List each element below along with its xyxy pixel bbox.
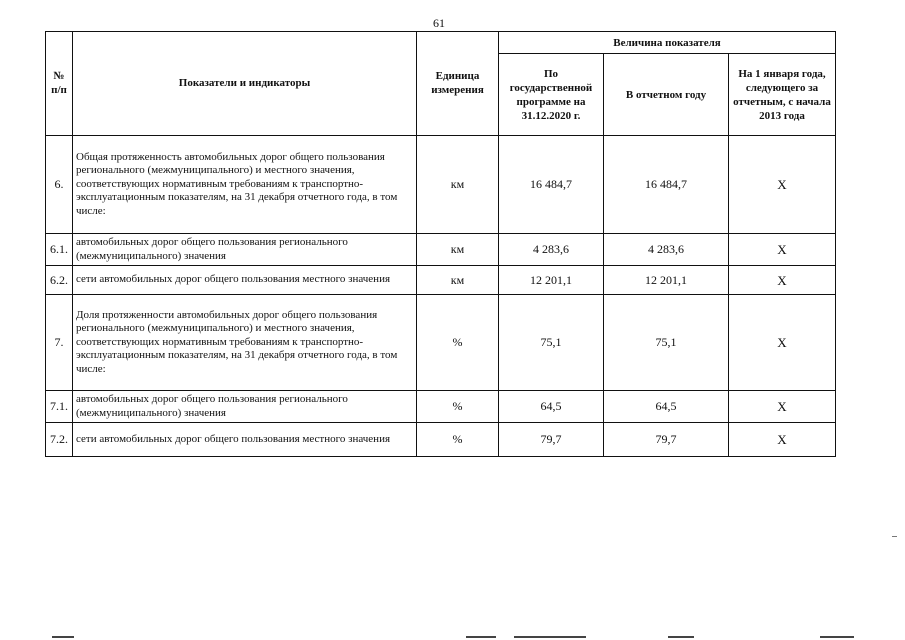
row-since-value: Х [729,295,836,391]
scan-mark [52,636,74,638]
header-group: Величина показателя [499,32,836,54]
row-name: сети автомобильных дорог общего пользования местного значения [73,423,417,457]
row-current-value: 16 484,7 [604,135,729,234]
row-current-value: 64,5 [604,390,729,423]
row-program-value: 79,7 [499,423,604,457]
row-num: 7. [46,295,73,391]
row-since-value: Х [729,265,836,294]
row-current-value: 75,1 [604,295,729,391]
table-row [46,423,836,457]
header-current: В отчетном году [604,54,729,135]
row-name: Доля протяженности автомобильных дорог общего пользования регионального (межмуниципального) и местного значения, соответствующих нормативным требованиям к транспортно-эксплуатационным показателям, на 31 декабря отчетного года, в том числе: [73,295,417,391]
scan-mark [820,636,854,638]
table-row [46,135,836,234]
row-unit: % [417,423,499,457]
row-name: сети автомобильных дорог общего пользования местного значения [73,265,417,294]
row-unit: км [417,234,499,266]
row-program-value: 4 283,6 [499,234,604,266]
row-since-value: Х [729,234,836,266]
row-num: 7.1. [46,390,73,423]
row-num: 7.2. [46,423,73,457]
header-unit: Единица измерения [417,32,499,136]
row-current-value: 4 283,6 [604,234,729,266]
row-unit: км [417,135,499,234]
header-name: Показатели и индикаторы [73,32,417,136]
row-name: автомобильных дорог общего пользования регионального (межмуниципального) значения [73,390,417,423]
row-current-value: 79,7 [604,423,729,457]
indicators-table [45,31,836,457]
row-num: 6. [46,135,73,234]
row-name: автомобильных дорог общего пользования регионального (межмуниципального) значения [73,234,417,266]
table-row [46,390,836,423]
row-num: 6.2. [46,265,73,294]
row-unit: % [417,390,499,423]
row-current-value: 12 201,1 [604,265,729,294]
row-unit: км [417,265,499,294]
table-row [46,265,836,294]
page-number: 61 [433,16,445,30]
row-since-value: Х [729,390,836,423]
row-program-value: 12 201,1 [499,265,604,294]
scan-mark [514,636,586,638]
header-num: № п/п [46,32,73,136]
scan-mark [668,636,694,638]
table-row [46,234,836,266]
row-program-value: 75,1 [499,295,604,391]
row-name: Общая протяженность автомобильных дорог общего пользования регионального (межмуниципального) и местного значения, соответствующих нормативным требованиям к транспортно-эксплуатационным показателям, на 31 декабря отчетного года, в том числе: [73,135,417,234]
row-since-value: Х [729,135,836,234]
scan-mark [892,536,897,537]
scan-mark [466,636,496,638]
row-program-value: 16 484,7 [499,135,604,234]
header-since: На 1 января года, следующего за отчетным, с начала 2013 года [729,54,836,135]
table-row [46,295,836,391]
row-program-value: 64,5 [499,390,604,423]
row-since-value: Х [729,423,836,457]
row-unit: % [417,295,499,391]
row-num: 6.1. [46,234,73,266]
header-program: По государственной программе на 31.12.2020 г. [499,54,604,135]
